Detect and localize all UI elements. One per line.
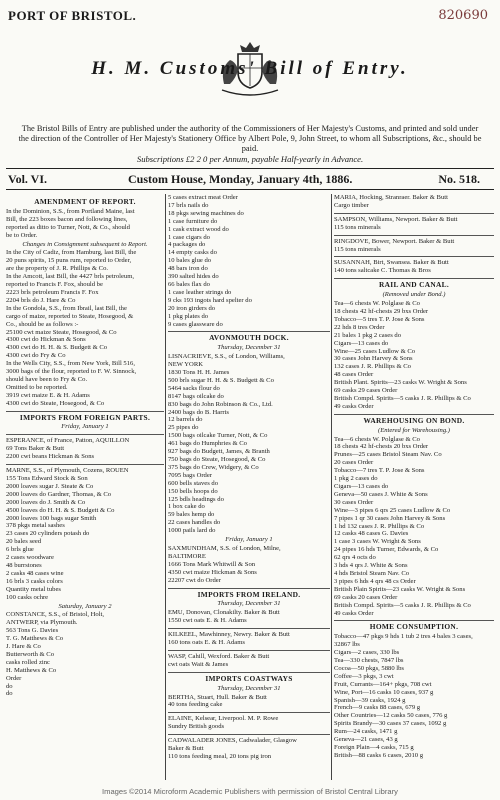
section-title: AVONMOUTH DOCK. — [168, 331, 330, 342]
entry-line: Fruit, Currants—164+ pkgs, 708 cwt — [334, 680, 432, 688]
entry-line: do — [6, 682, 13, 690]
ship-entry-cadwalader — [168, 734, 330, 761]
entry-line: In the Amcott, last Bill, the 4427 brls petroleum, — [6, 273, 135, 281]
entry-line: J. Hare & Co — [6, 643, 41, 651]
entry-line: 48 bars iron do — [168, 265, 208, 273]
section-date: Friday, January 1 — [225, 536, 273, 544]
entry-line: 3 hds 4 qrs J. White & Sons — [334, 562, 408, 570]
entry-line: 1 pkg 2 cases do — [334, 475, 378, 483]
entry-line: 3919 cwt maize E. & H. Adams — [6, 391, 90, 399]
entry-line: 8147 bags oilcake do — [168, 392, 224, 400]
entry-line: 4300 cwt do Hickman & Sons — [6, 336, 86, 344]
ship-entry-susannah — [334, 256, 494, 275]
rail-canal-list — [334, 300, 494, 411]
entry-line: Geneva—50 cases J. White & Sons — [334, 490, 428, 498]
entry-line: Cigars—13 cases do — [334, 483, 389, 490]
entry-line: Wine—25 cases Ludlow & Co — [334, 347, 416, 355]
amendment-text — [6, 208, 164, 240]
entry-line: EMU, Donovan, Clonakilty. Baker & Butt — [168, 609, 280, 617]
entry-line: ANTWERP, via Plymouth. — [6, 619, 78, 627]
entry-line: 21 bales 1 pkg 2 cases do — [334, 331, 402, 339]
entry-line: 5464 sacks flour do — [168, 384, 220, 392]
column-divider — [165, 194, 166, 780]
ship-entry-elaine — [168, 712, 330, 731]
entry-line: In the Wells City, S.S., from New York, Bill 516, — [6, 360, 135, 368]
entry-line: Bill, the 223 boxes bacon and following lines, — [6, 215, 128, 223]
entry-line: 2000 loaves 100 bags sugar Smith — [6, 514, 97, 522]
section-subtitle: (Removed under Bond.) — [382, 291, 446, 299]
entry-line: 2 casks 48 cases wine — [6, 569, 64, 577]
entry-line: 5 cases extract meat Order — [168, 194, 238, 201]
entry-line: Tea—6 chests W. Polglase & Co — [334, 435, 420, 443]
entry-line: 1 case furniture do — [168, 217, 218, 225]
entry-line: 25 pipes do — [168, 424, 199, 432]
entry-line: 390 salted hides do — [168, 273, 219, 281]
entry-line: 132 cases J. R. Phillips & Co — [334, 363, 411, 371]
entry-line: 7 pipes 1 qr 30 cases John Harvey & Sons — [334, 514, 446, 522]
entry-line: Order — [6, 674, 22, 682]
entry-line: 69 casks 29 cases Order — [334, 387, 398, 395]
entry-line: In the City of Cadiz, from Hamburg, last Bill, the — [6, 249, 137, 257]
entry-line: 18 chests 42 hf-chests 29 bxs Order — [334, 307, 429, 315]
bill-title: H. M. Customs' Bill of Entry. — [91, 58, 409, 79]
entry-line: 1 case cigars do — [168, 233, 210, 241]
issue-line — [8, 172, 492, 188]
entry-line: 9 cks 193 ingots hard spelter do — [168, 296, 252, 304]
entry-line: Butterworth & Co — [6, 650, 54, 658]
entry-line: reported as ditto to Turner, Nott, & Co., should — [6, 223, 130, 231]
entry-line: Cocoa—50 pkgs, 5880 lbs — [334, 664, 404, 672]
ship-entry-ringdove — [334, 235, 494, 254]
entry-line: 4300 cwt do Steate, Hosegood, & Co — [6, 399, 105, 407]
entry-line: In the Dominion, S.S., from Portland Maine, last — [6, 207, 135, 215]
entry-line: 2000 loaves do Gardner, Thomas, & Co — [6, 490, 112, 498]
entry-line: 160 tons oats E. & H. Adams — [168, 639, 245, 647]
entry-line: 1 case leather strings do — [168, 288, 232, 296]
entry-line: SAMPSON, Williams, Newport. Baker & Butt — [334, 215, 458, 223]
entry-line: Rum—24 casks, 1471 g — [334, 728, 398, 736]
entry-line: 100 casks ochre — [6, 593, 49, 601]
ship-entry-constance — [6, 611, 164, 698]
entry-line: 1000 pails lard do — [168, 527, 216, 535]
entry-line: 600 bells staves do — [168, 479, 218, 487]
entry-line: 10 bales glue do — [168, 257, 212, 265]
entry-line: 14 empty casks do — [168, 249, 217, 257]
ship-entry-esperance — [6, 434, 164, 461]
ship-entry-marne — [6, 464, 164, 601]
entry-line: 2000 loaves do J. Smith & Co — [6, 498, 86, 506]
entry-line: Tea—330 chests, 7847 lbs — [334, 657, 404, 665]
entry-line: 17 brls nails do — [168, 201, 209, 209]
entry-line: 3 pipes 6 hds 4 qrs 48 cs Order — [334, 577, 416, 585]
entry-line: 40 tons feeding cake — [168, 701, 223, 709]
entry-line: 1666 Tons Mark Whitwill & Son — [168, 560, 256, 568]
entry-line: 7095 bags Order — [168, 471, 212, 479]
issue-number: No. 518. — [438, 172, 480, 186]
entry-line: 115 tons minerals — [334, 245, 381, 253]
subscription-line: Subscriptions £2 2 0 per Annum, payable Half-yearly in Advance. — [136, 154, 364, 164]
entry-line: Prunes—25 cases Bristol Steam Nav. Co — [334, 451, 442, 459]
entry-line: Tobacco—47 pkgs 9 hds 1 tub 2 tres 4 bales 3 cases, — [334, 633, 473, 641]
ship-entry-lisnacrieve — [168, 353, 330, 535]
entry-line: 32867 lbs — [334, 641, 360, 649]
entry-line: 830 bags do John Robinson & Co., Ltd. — [168, 400, 273, 408]
entry-line: 59 bales hemp do — [168, 511, 215, 519]
ship-entry-saxmundham — [168, 545, 330, 585]
entry-line: 48 burrstones — [6, 561, 42, 569]
entry-line: 62 qrs 4 octs do — [334, 554, 376, 562]
entry-line: British Compd. Spirits—5 casks J. R. Phillips & Co — [334, 601, 471, 609]
entry-line: cwt oats Wait & James — [168, 660, 229, 668]
entry-line: 20 cases Order — [334, 459, 374, 467]
entry-line: 2223 brls petroleum Francis F. Fox — [6, 288, 99, 296]
entry-line: 1 pkg plates do — [168, 312, 209, 320]
header-rule-top — [6, 168, 494, 169]
entry-line: casks rolled zinc — [6, 658, 50, 666]
entry-line: KILKEEL, Mawhinney, Newry. Baker & Butt — [168, 631, 290, 639]
entry-line: 6 brls glue — [6, 546, 34, 554]
section-subtitle: (Entered for Warehousing.) — [378, 426, 450, 434]
section-title: AMENDMENT OF REPORT. — [34, 197, 136, 206]
entry-line: 4500 loaves do H. H. & S. Budgett & Co — [6, 506, 115, 514]
section-date: Thursday, December 31 — [217, 344, 281, 352]
entry-line: 140 tons saltcake C. Thomas & Bros — [334, 267, 431, 275]
entry-line: 18 pkgs sewing machines do — [168, 209, 244, 217]
entry-line: are the property of J. R. Phillips & Co. — [6, 265, 109, 273]
entry-line: 1 cask extract wood do — [168, 225, 229, 233]
entry-line: 4 hds Bristol Steam Nav. Co — [334, 569, 410, 577]
port-heading: PORT OF BRISTOL. — [8, 8, 137, 23]
entry-line: Sundry British goods — [168, 723, 225, 731]
entry-line: 110 tons feeding meal, 20 tons pig iron — [168, 753, 272, 760]
entry-line: British Compd. Spirits—5 casks J. R. Phillips & Co — [334, 394, 471, 402]
entry-line: 125 bdls headings do — [168, 495, 224, 503]
ship-entry-emu — [168, 609, 330, 625]
header-rule-bottom — [6, 189, 494, 190]
entry-line: ESPERANCE, of France, Patton, AQUILLON — [6, 437, 130, 445]
entry-line: 155 Tons Edward Stock & Son — [6, 475, 88, 482]
entry-line: SUSANNAH, Birt, Swansea. Baker & Butt — [334, 259, 449, 267]
entry-line: British Plant. Spirits—23 casks W. Wright & Sons — [334, 379, 467, 387]
entry-line: be to Order. — [6, 231, 38, 239]
entry-line: should have been to Fry & Co. — [6, 375, 88, 383]
entry-line: 12 barrels do — [168, 416, 203, 424]
entry-line: 115 tons minerals — [334, 223, 381, 231]
entry-line: 49 casks Order — [334, 609, 374, 617]
entry-line: CADWALADER JONES, Cadwalader, Glasgow — [168, 737, 297, 745]
column-divider — [331, 194, 332, 780]
entry-line: 3000 bags of the flour, reported to F. W. Sinnock, — [6, 368, 137, 376]
entry-line: WASP, Cahill, Wexford. Baker & Butt — [168, 652, 270, 660]
ship-entry-maria — [334, 194, 494, 210]
section-title: WAREHOUSING ON BOND. — [334, 414, 494, 425]
entry-line: 24 pipes 16 hds Turner, Edwards, & Co — [334, 546, 439, 554]
custom-house-date: Custom House, Monday, January 4th, 1886. — [128, 172, 353, 186]
cargo-list — [168, 194, 330, 328]
entry-line: Spirits Brandy—30 cases 37 cases, 1092 g — [334, 720, 447, 728]
column-right — [334, 194, 494, 780]
entry-line: 563 Tons G. Davies — [6, 627, 59, 635]
entry-line: 23 cases 20 cylinders potash do — [6, 530, 90, 538]
entry-line: Quantity metal tubes — [6, 585, 61, 593]
entry-line: 500 brls sugar H. H. & S. Budgett & Co — [168, 376, 274, 384]
entry-line: 4350 cwt maize Hickman & Sons — [168, 568, 257, 576]
entry-line: 20 puns spirits, 15 puns rum, reported to Order, — [6, 257, 132, 265]
entry-line: 16 brls 3 casks colors — [6, 577, 63, 585]
entry-line: reported to Francis F. Fox, should be — [6, 281, 103, 289]
changes-text — [6, 249, 164, 407]
entry-line: Geneva—21 cases, 43 g — [334, 736, 398, 744]
entry-line: 2204 brls do J. Hare & Co — [6, 296, 76, 304]
entry-line: 30 cases John Harvey & Sons — [334, 355, 413, 363]
entry-line: 150 bells hoops do — [168, 487, 218, 495]
entry-line: 69 Tons Baker & Butt — [6, 445, 65, 453]
entry-line: H. Matthews & Co — [6, 666, 57, 674]
entry-line: 69 casks 20 cases Order — [334, 593, 398, 601]
entry-line: 927 bags do Budgett, James, & Branth — [168, 448, 270, 456]
home-consumption-list — [334, 633, 494, 760]
entry-line: 1 box cake do — [168, 503, 205, 511]
entry-line: Omitted to be reported. — [6, 383, 68, 391]
section-title: RAIL AND CANAL. — [334, 278, 494, 289]
entry-line: 1 case 3 cases W. Wright & Sons — [334, 538, 421, 546]
entry-line: 1830 Tons H. H. James — [168, 369, 230, 377]
entry-line: 22 hds 8 tres Order — [334, 323, 385, 331]
catalogue-number: 820690 — [438, 8, 488, 23]
entry-line: 49 casks Order — [334, 402, 374, 410]
entry-line: 48 cases Order — [334, 371, 374, 379]
entry-line: MARNE, S.S., of Plymouth, Cozens, ROUEN — [6, 467, 129, 475]
entry-line: 378 pkgs metal sashes — [6, 522, 65, 530]
entry-line: Co., should be as follows :- — [6, 320, 79, 328]
entry-line: British Plain Spirits—23 casks W. Wright & Sons — [334, 585, 466, 593]
section-date: Thursday, December 31 — [217, 600, 281, 608]
section-date: Saturday, January 2 — [58, 602, 112, 610]
warehousing-list — [334, 436, 494, 618]
entry-line: 2000 loaves sugar J. Steate & Co — [6, 482, 94, 490]
entry-line: 4300 cwt do H. H. & S. Budgett & Co — [6, 344, 108, 352]
entry-line: BERTHA, Stuart, Hull. Baker & Butt — [168, 693, 267, 701]
entry-line: BALTIMORE — [168, 552, 206, 560]
entry-line: Tobacco—7 tres T. P. Jose & Sons — [334, 467, 425, 475]
entry-line: MARIA, Hocking, Stranraer. Baker & Butt — [334, 194, 448, 201]
entry-line: Baker & Butt — [168, 745, 204, 753]
section-title: IMPORTS FROM FOREIGN PARTS. — [6, 411, 164, 422]
entry-line: 2200 cwt beans Hickman & Sons — [6, 453, 95, 461]
ship-entry-wasp — [168, 650, 330, 669]
entry-line: cargo of maize, reported to Steate, Hosegood, & — [6, 312, 134, 320]
entry-line: 22207 cwt do Order — [168, 576, 221, 584]
entry-line: Cigars—2 cases, 330 lbs — [334, 649, 400, 657]
entry-line: 4300 cwt do Fry & Co — [6, 352, 66, 360]
entry-line: Other Countries—12 casks 50 cases, 776 g — [334, 712, 448, 720]
entry-line: British—88 casks 6 cases, 2010 g — [334, 751, 424, 759]
entry-line: Wine—3 pipes 6 qrs 25 cases Ludlow & Co — [334, 506, 451, 514]
entry-line: 461 bags do Humphries & Co — [168, 440, 247, 448]
ship-entry-kilkeel — [168, 628, 330, 647]
entry-line: CONSTANCE, S.S., of Bristol, Holt, — [6, 611, 105, 619]
entry-line: 1550 cwt oats E. & H. Adams — [168, 617, 247, 625]
ship-entry-sampson — [334, 213, 494, 232]
entry-line: 20 bales seed — [6, 538, 42, 546]
column-middle — [168, 194, 330, 780]
entry-line: Wine, Port—16 casks 10 cases, 937 g — [334, 688, 434, 696]
ship-entry-bertha — [168, 694, 330, 710]
entry-line: Foreign Plain—4 casks, 715 g — [334, 744, 414, 751]
entry-line: 9 cases glassware do — [168, 320, 223, 328]
entry-line: 18 chests 42 hf-chests 20 bxs Order — [334, 443, 429, 451]
entry-line: 750 bags do Steate, Hosegood, & Co — [168, 456, 266, 463]
entry-line: Tea—6 chests W. Polglase & Co — [334, 300, 420, 308]
entry-line: 30 cases Order — [334, 498, 374, 506]
section-title: HOME CONSUMPTION. — [334, 620, 494, 631]
column-left — [6, 194, 164, 780]
entry-line: Spanish—39 casks, 1924 g — [334, 696, 406, 704]
entry-line: Cargo timber — [334, 201, 369, 209]
entry-line: 4 packages do — [168, 241, 206, 249]
entry-line: French—9 casks 88 cases, 679 g — [334, 704, 421, 712]
section-title: IMPORTS COASTWAYS — [168, 672, 330, 683]
entry-line: T. G. Matthews & Co — [6, 635, 64, 643]
section-title: IMPORTS FROM IRELAND. — [168, 588, 330, 599]
section-subtitle: Changes in Consignment subsequent to Report. — [22, 240, 148, 248]
entry-line: 1 hd 132 cases J. R. Phillips & Co — [334, 522, 425, 530]
volume-number: Vol. VI. — [8, 172, 48, 186]
entry-line: Cigars—13 cases do — [334, 339, 389, 347]
entry-line: 20 iron girders do — [168, 304, 216, 312]
entry-line: ELAINE, Kelsear, Liverpool. M. P. Rowe — [168, 715, 279, 723]
entry-line: LISNACRIEVE, S.S., of London, Williams, — [168, 353, 285, 361]
entry-line: 2 cases woodware — [6, 554, 54, 562]
intro-paragraph: The Bristol Bills of Entry are published under the authority of the Commissioners of Her Majesty's Customs, and printed and sold under the direction of the Controller of Her Majesty's Stationery Office by Albert Pole, 9, John Street, to whom all Subscriptions, &c., should be paid. — [18, 124, 482, 153]
entry-line: NEW YORK — [168, 361, 203, 369]
entry-line: 1500 bags oilcake Turner, Nott, & Co — [168, 432, 268, 440]
section-date: Friday, January 1 — [61, 423, 109, 431]
entry-line: 2400 bags do B. Harris — [168, 408, 229, 416]
entry-line: 22 cases handles do — [168, 519, 221, 527]
entry-line: In the Gondola, S.S., from Ibrail, last Bill, the — [6, 304, 127, 312]
entry-line: 66 bales flax do — [168, 280, 210, 288]
section-date: Thursday, December 31 — [217, 684, 281, 692]
entry-line: do — [6, 690, 13, 698]
entry-line: SAXMUNDHAM, S.S. of London, Milne, — [168, 544, 281, 552]
entry-line: Tobacco—5 tres T. P. Jose & Sons — [334, 315, 425, 323]
entry-line: 25100 cwt maize Steate, Hosegood, & Co — [6, 328, 117, 336]
entry-line: RINGDOVE, Bower, Newport. Baker & Butt — [334, 237, 455, 245]
entry-line: Coffee—3 pkgs, 3 cwt — [334, 672, 394, 680]
entry-line: 12 casks 48 cases G. Davies — [334, 530, 409, 538]
entry-line: 375 bags do Crew, Widgery, & Co — [168, 463, 259, 471]
copyright-footer: Images ©2014 Microform Academic Publishers with permission of Bristol Central Library — [102, 787, 398, 796]
